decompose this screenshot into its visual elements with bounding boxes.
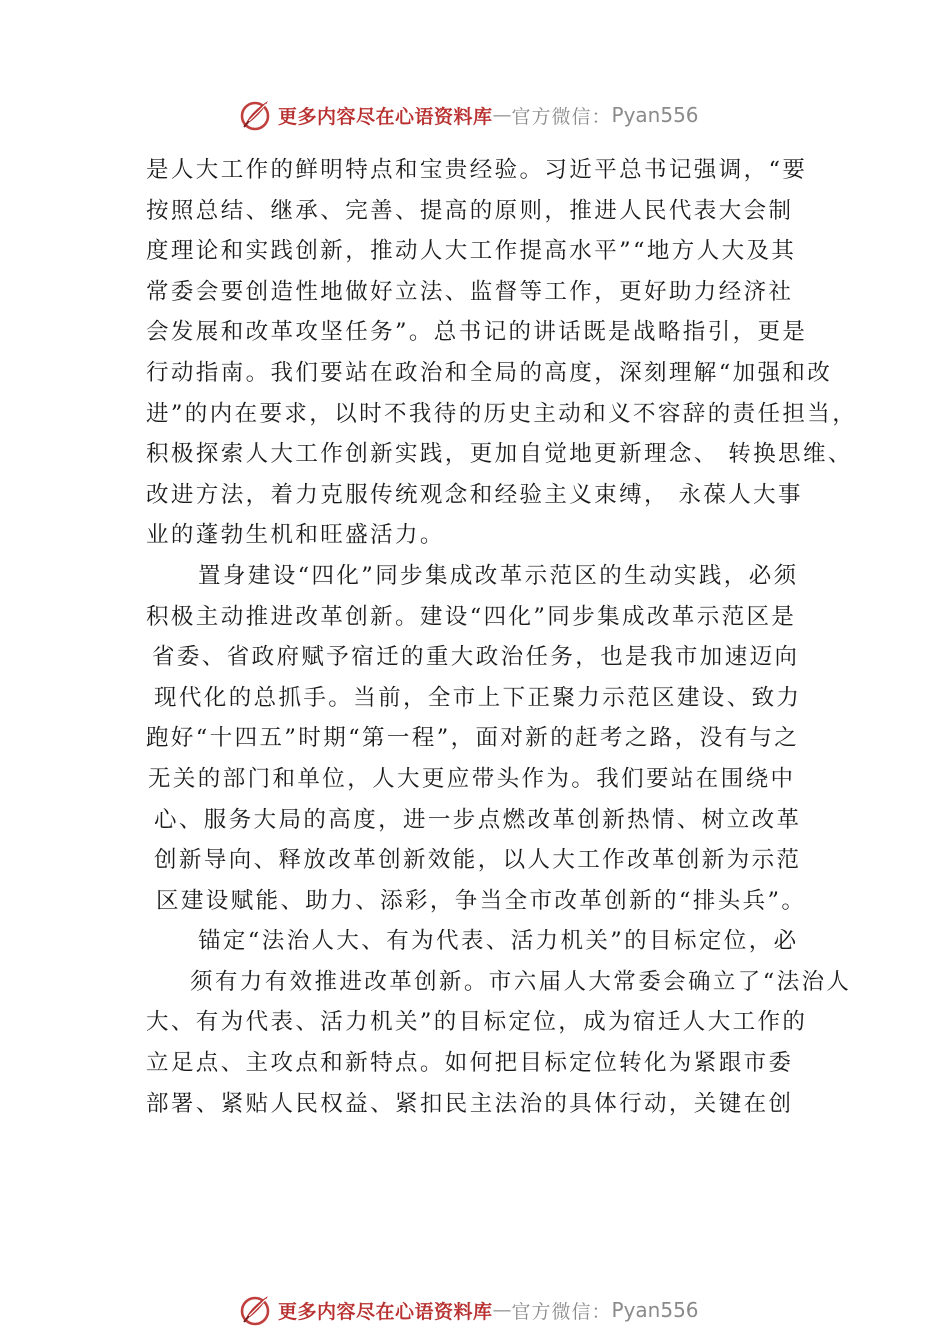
banner-separator: — <box>492 1299 512 1321</box>
quill-pen-seal-icon <box>238 1292 274 1328</box>
text-line: 业的蓬勃生机和旺盛活力。 <box>146 522 445 549</box>
text-line: 按照总结、继承、完善、提高的原则，推进人民代表大会制 <box>146 197 794 224</box>
header-banner <box>238 95 699 135</box>
text-line: 部署、紧贴人民权益、紧扣民主法治的具体行动，关键在创 <box>146 1090 794 1117</box>
text-line: 行动指南。我们要站在政治和全局的高度，深刻理解“加强和改 <box>146 359 833 386</box>
banner-title: 更多内容尽在心语资料库 <box>278 1300 493 1323</box>
text-line: 度理论和实践创新，推动人大工作提高水平”“地方人大及其 <box>146 238 797 265</box>
text-line: 无关的部门和单位，人大更应带头作为。我们要站在围绕中 <box>148 765 796 792</box>
text-line: 置身建设“四化”同步集成改革示范区的生动实践，必须 <box>198 562 799 589</box>
footer-banner <box>238 1290 699 1330</box>
banner-wechat-label: 官方微信： <box>511 105 612 128</box>
text-line: 立足点、主攻点和新特点。如何把目标定位转化为紧跟市委 <box>146 1050 794 1077</box>
text-line: 心、服务大局的高度，进一步点燃改革创新热情、树立改革 <box>154 806 802 833</box>
text-line: 大、有为代表、活力机关”的目标定位，成为宿迁人大工作的 <box>146 1009 808 1036</box>
text-line: 进”的内在要求，以时不我待的历史主动和义不容辞的责任担当， <box>146 400 858 427</box>
text-line: 跑好“十四五”时期“第一程”，面对新的赶考之路，没有与之 <box>146 725 800 752</box>
text-line: 改进方法，着力克服传统观念和经验主义束缚， 永葆人大事 <box>146 481 803 508</box>
quill-pen-seal-icon <box>238 97 274 133</box>
document-body <box>146 150 858 1124</box>
text-line: 省委、省政府赋予宿迁的重大政治任务，也是我市加速迈向 <box>152 644 800 671</box>
text-line: 常委会要创造性地做好立法、监督等工作，更好助力经济社 <box>146 278 794 305</box>
text-line: 积极探索人大工作创新实践，更加自觉地更新理念、 转换思维、 <box>146 441 853 468</box>
banner-separator: — <box>492 104 512 126</box>
banner-title: 更多内容尽在心语资料库 <box>278 105 493 128</box>
text-line: 现代化的总抓手。当前，全市上下正聚力示范区建设、致力 <box>154 684 802 711</box>
text-line: 锚定“法治人大、有为代表、活力机关”的目标定位，必 <box>198 928 799 955</box>
text-line: 须有力有效推进改革创新。市六届人大常委会确立了“法治人 <box>190 968 852 995</box>
banner-wechat-label: 官方微信： <box>511 1300 612 1323</box>
text-line: 区建设赋能、助力、添彩，争当全市改革创新的“排头兵”。 <box>156 887 807 914</box>
text-line: 创新导向、释放改革创新效能，以人大工作改革创新为示范 <box>154 847 802 874</box>
text-line: 是人大工作的鲜明特点和宝贵经验。习近平总书记强调，“要 <box>146 157 808 183</box>
text-line: 积极主动推进改革创新。建设“四化”同步集成改革示范区是 <box>146 603 797 630</box>
banner-wechat-id: Pyan556 <box>611 1298 699 1322</box>
text-line: 会发展和改革攻坚任务”。总书记的讲话既是战略指引，更是 <box>146 319 808 346</box>
banner-wechat-id: Pyan556 <box>611 103 699 127</box>
